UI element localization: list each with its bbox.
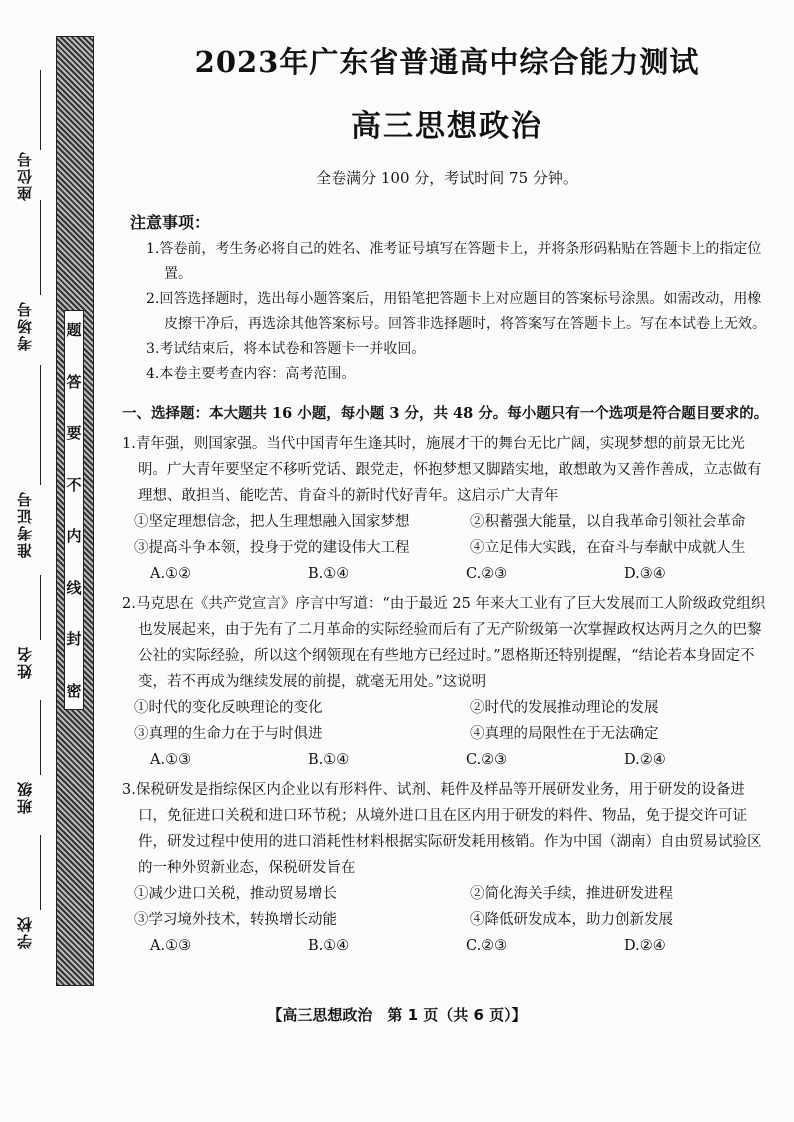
question-2 xyxy=(122,591,772,773)
exam-room-label: 考场号 xyxy=(16,300,34,351)
answer-choices xyxy=(150,561,772,587)
answer-a: A.①② xyxy=(150,566,192,582)
note-item: 3.考试结束后，将本试卷和答题卡一并收回。 xyxy=(146,341,426,357)
exam-info: 全卷满分 100 分，考试时间 75 分钟。 xyxy=(316,169,578,187)
exam-room-line xyxy=(40,200,41,295)
answer-b: B.①④ xyxy=(308,938,350,954)
answer-b: B.①④ xyxy=(308,566,350,582)
answer-a: A.①③ xyxy=(150,752,192,768)
seal-char: 密 xyxy=(66,681,82,700)
answer-c: C.②③ xyxy=(466,566,508,582)
question-1 xyxy=(122,431,772,587)
subject-title: 高三思想政治 xyxy=(351,109,543,144)
section-heading: 一、选择题：本大题共 16 小题，每小题 3 分，共 48 分。每小题只有一个选项是符合题目要求的。 xyxy=(122,405,769,422)
seal-char: 不 xyxy=(66,475,82,494)
seal-char: 线 xyxy=(66,578,82,597)
note-item: 2.回答选择题时，选出每小题答案后，用铅笔把答题卡上对应题目的答案标号涂黑。如需改动，用橡皮擦干净后，再选涂其他答案标号。回答非选择题时，将答案写在答题卡上。写在本试卷上无效。 xyxy=(146,291,766,332)
option-item: ②时代的发展推动理论的发展 xyxy=(470,700,659,716)
seal-char: 要 xyxy=(66,424,82,443)
exam-title: 2023年广东省普通高中综合能力测试 xyxy=(194,45,700,79)
answer-c: C.②③ xyxy=(466,938,508,954)
option-item: ④降低研发成本，助力创新发展 xyxy=(470,912,673,928)
question-options xyxy=(134,509,772,561)
answer-b: B.①④ xyxy=(308,752,350,768)
option-item: ③学习境外技术，转换增长动能 xyxy=(134,912,337,928)
question-stem: 3.保税研发是指综保区内企业以有形料件、试剂、耗件及样品等开展研发业务，用于研发的设备进口，免征进口关税和进口环节税；从境外进口且在区内用于研发的料件、物品，免于提交许可证件，研发过程中使用的进口消耗性材料根据实际研发耗用核销。作为中国（湖南）自由贸易试验区的一种外贸新业态，保税研发旨在 xyxy=(122,782,762,876)
question-stem: 1.青年强，则国家强。当代中国青年生逢其时，施展才干的舞台无比广阔，实现梦想的前景无比光明。广大青年要坚定不移听党话、跟党走，怀抱梦想又脚踏实地，敢想敢为又善作善成，立志做有理想、敢担当、能吃苦、肯奋斗的新时代好青年。这启示广大青年 xyxy=(122,436,762,504)
option-item: ①时代的变化反映理论的变化 xyxy=(134,700,323,716)
name-label: 姓名 xyxy=(16,645,34,679)
option-item: ③提高斗争本领，投身于党的建设伟大工程 xyxy=(134,540,410,556)
notes-heading: 注意事项： xyxy=(130,213,211,232)
option-item: ④立足伟大实践，在奋斗与奉献中成就人生 xyxy=(470,540,746,556)
answer-choices xyxy=(150,747,772,773)
option-item: ①减少进口关税，推动贸易增长 xyxy=(134,886,337,902)
option-item: ②积蓄强大能量，以自我革命引领社会革命 xyxy=(470,514,746,530)
seal-char: 题 xyxy=(66,321,82,339)
note-item: 4.本卷主要考查内容：高考范围。 xyxy=(146,366,356,382)
ticket-number-line xyxy=(40,365,41,485)
seal-char: 封 xyxy=(66,630,82,649)
seat-number-label: 座位号 xyxy=(16,150,34,201)
answer-choices xyxy=(150,933,772,959)
option-item: ③真理的生命力在于与时俱进 xyxy=(134,726,323,742)
school-label: 学校 xyxy=(16,915,34,949)
answer-d: D.②④ xyxy=(624,938,666,954)
question-options xyxy=(134,695,772,747)
question-options xyxy=(134,881,772,933)
answer-d: D.②④ xyxy=(624,752,666,768)
seat-number-line xyxy=(40,70,41,150)
option-item: ①坚定理想信念，把人生理想融入国家梦想 xyxy=(134,514,410,530)
page-content xyxy=(122,40,772,963)
answer-d: D.③④ xyxy=(624,566,666,582)
name-line xyxy=(40,575,41,640)
option-item: ④真理的局限性在于无法确定 xyxy=(470,726,659,742)
answer-c: C.②③ xyxy=(466,752,508,768)
question-stem: 2.马克思在《共产党宣言》序言中写道：“由于最近 25 年来大工业有了巨大发展而工人阶级政党组织也发展起来，由于先有了二月革命的实际经验而后有了无产阶级第一次掌握政权达两月之久的巴黎公社的实际经验，所以这个纲领现在有些地方已经过时。”恩格斯还特别提醒，“结论若本身固定不变，若不再成为继续发展的前提，就毫无用处。”这说明 xyxy=(122,596,766,690)
binding-margin xyxy=(0,0,56,1000)
ticket-number-label: 准考证号 xyxy=(16,490,34,558)
note-item: 1.答卷前，考生务必将自己的姓名、准考证号填写在答题卡上，并将条形码粘贴在答题卡上的指定位置。 xyxy=(146,241,762,282)
school-line xyxy=(40,835,41,910)
seal-line-notice xyxy=(64,310,84,710)
answer-a: A.①③ xyxy=(150,938,192,954)
question-3 xyxy=(122,777,772,959)
option-item: ②简化海关手续，推进研发进程 xyxy=(470,886,673,902)
page-footer: 【高三思想政治 第 1 页（共 6 页）】 xyxy=(267,1006,527,1024)
class-label: 班级 xyxy=(16,780,34,814)
seal-char: 内 xyxy=(66,527,82,546)
class-line xyxy=(40,700,41,775)
seal-char: 答 xyxy=(66,372,82,391)
